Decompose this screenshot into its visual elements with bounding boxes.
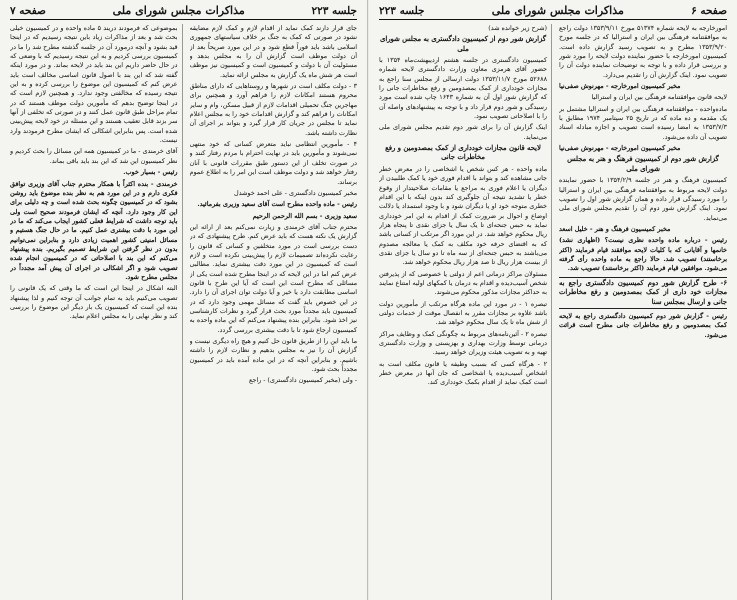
paragraph: ماده واحده - هر کس شخص یا اشخاصی را در معرض خطر جانی مشاهده کند و بتواند با اقدام فوری خود یا کمک طلبیدن از دیگران یا اعلام فوری به مراجع یا مقامات صلاحیتدار از وقوع خطر یا تشدید نتیجه آن جلوگیری کند بدون اینکه با این اقدام خطری متوجه خود او یا دیگران شود و با وجود استمداد یا دلالت اوضاع و احوال بر ضرورت کمک از اقدام به این امر خودداری نماید به حبس جنحه‌ای تا یک سال یا جزای نقدی تا پنجاه هزار ریال محکوم خواهد شد. در این مورد اگر مرتکب از کسانی باشد که به اقتضای حرفه خود مکلف به کمک یا معالجه مصدوم می‌باشند به حبس جنحه‌ای از سه ماه تا دو سال یا جزای نقدی از بیست هزار ریال تا صد هزار ریال محکوم خواهد شد. [379,164,547,267]
signature-line: مخبر کمیسیون امورخارجه - مهرنوش صفی‌نیا [559,144,681,153]
paragraph: ماده‌واحده - موافقتنامه فرهنگی بین ایران و استرالیا مشتمل بر یک مقدمه و ده ماده که در تاریخ ۲۵ سپتامبر ۱۹۷۴ مطابق با ۱۳۵۳/۷/۳ به امضا رسیده است تصویب و اجازه مبادله اسناد تصویب آن داده می‌شود. [559,104,727,141]
paragraph: امورخارجه به لایحه شماره ۵۱۳۷۴ مورخ ۱۳۵۳/۹/۱۱ دولت راجع به موافقتنامه فرهنگی بین ایران و استرالیا که در جلسه مورخ ۱۳۵۳/۹/۲۰ مطرح و به تصویب رسید گزارش داده است. کمیسیون امورخارجه با حضور نماینده دولت لایحه را مورد شور و بررسی قرار داده و با توجه به توضیحات نماینده دولت آن را تصویب نمود. اینک گزارش آن را تقدیم می‌دارد. [559,24,727,79]
paragraph: آقای خرمندی - ما در کمیسیون همه این مسائل را بحث کردیم و نظر کمیسیون این شد که این بند باید باقی بماند. [10,147,178,165]
paragraph: ۴ - مأمورین انتظامی نباید متعرض کسانی که خود منتهی نمی‌شوند و مأمورین باید در نهایت احترام با مردم رفتار کنند و در صورت تخلف از این دستور طبق مقررات قانونی با آنان رفتار خواهد شد و دولت موظف است این امر را به اطلاع عموم برساند. [189,140,357,186]
speaker-statement: رئیس - ماده واحده مطرح است آقای سعید وزیری بفرمائید. [197,200,357,209]
section-heading: گزارش شور دوم از کمیسیون دادگستری به مجلس شورای ملی [380,35,546,53]
speaker-statement: سعید وزیری - بسم الله الرحمن الرحیم [252,211,357,220]
left-page-number: صفحه ۷ [10,4,46,17]
left-running-title: مذاکرات مجلس شورای ملی [112,4,245,17]
paragraph: ما باید این را از طریق قانون حل کنیم و هیچ راه دیگری نیست و گزارش آن را نیز به مجلس بدهیم و نظارت لازم را داشته باشیم. و بنابراین آنچه که در این ماده آمده باید در کمیسیون مجدداً بحث شود. [189,337,357,374]
paragraph: لایحه قانون موافقتنامه فرهنگی بین ایران و استرالیا [591,93,727,102]
right-columns [379,24,727,600]
paragraph: مخبر کمیسیون دادگستری - علی احمد خوشدل [234,188,357,197]
right-page-right-column [559,24,727,600]
signature-line: مخبر کمیسیون فرهنگ و هنر - خلیل اسعد [559,224,671,233]
paragraph: بموضوعی که فرمودند دریند ۵ ماده واحده و در کمیسیون خیلی بحث شد و بعد از مذاکرات زیاد باین نتیجه رسیدیم که در اینجا قید بشود و آنچه درمورد آن در جلسه گذشته مطرح شد را ما در کمیسیون بررسی کردیم و به این نتیجه رسیدیم که با وضعی که در حال حاضر داریم این بند باید در لایحه بماند. و در مورد اینکه گفته شد که این بند با اصول قانون اساسی مخالف است باید عرض کنم که کمیسیون این موضوع را بررسی کرده و به این نتیجه رسیده که مخالفتی وجود ندارد. و همچنین لازم است که در اینجا توضیح بدهم که مأمورین دولت موظف هستند که در تمام مراحل طبق قانون عمل کنند و در صورتی که تخلفی از آنها سر بزند قابل تعقیب هستند و این مسئله در خود لایحه پیش‌بینی شده است. پس بنابراین اشکالی که ایشان مطرح فرمودند وارد نیست. [10,24,178,145]
left-page [0,0,368,600]
paragraph: مسئولان مراکز درمانی اعم از دولتی یا خصوصی که از پذیرفتن شخص آسیب‌دیده و اقدام به درمان یا کمکهای اولیه امتناع نمایند به حداکثر مجازات مذکور محکوم می‌شوند. [379,269,547,297]
paragraph: - ولی (مخبر کمیسیون دادگستری) - راجع [248,376,357,385]
left-running-head [10,2,357,20]
paragraph: تبصره ۱ - در مورد این ماده هرگاه مرتکب از مأمورین دولت باشد علاوه بر مجازات مقرر به انفصال موقت از خدمات دولتی از شش ماه تا یک سال محکوم خواهد شد. [379,299,548,327]
right-page-number: صفحه ۶ [691,4,727,17]
right-running-head [379,2,727,20]
signature-line: مخبر کمیسیون امورخارجه - مهرنوش صفی‌نیا [559,82,681,91]
paragraph: جای قرار دارند کمک نماید از اقدام لازم و کمک لازم مضایقه نشود در صورتی که کمک به جنگ بر خلاف سیاستهای جمهوری اسلامی باشد باید فوراً قطع شود و در این مورد صریحاً بعد از آن دولت موظف است گزارش آن را به مجلس بدهد و مسئولیت آن با دولت و کمیسیون است و کمیسیون نیز موظف است هر شش ماه یک گزارش به مجلس ارائه نماید. [189,24,357,79]
paragraph: محترم جناب آقای خرمندی و زیارت نمی‌کنم بعد از ارائه این گزارش یک نکته هست که باید عرض کنم. طرح پیشنهادی که در دست بررسی است در مورد متخلفین و کسانی که قانون را رعایت نکرده‌اند تصمیمات لازم را پیش‌بینی نکرده است و لازم است که کمیسیون در این مورد دقت بیشتری نماید. مطالبی عرض کنم اما در این لایحه که در اینجا مطرح شده است یکی از مسائلی که مطرح است این است که آیا این طرح با قانون اساسی مطابقت دارد یا خیر و آیا دولت توان اجرای آن را دارد. در این خصوص باید گفت که مسائل مهمی وجود دارد که در کمیسیون باید مجدداً مورد بحث قرار گیرد و نظرات کارشناسی نیز اخذ شود. بنابراین بنده پیشنهاد می‌کنم که این ماده واحده به کمیسیون ارجاع شود تا با دقت بیشتری بررسی گردد. [189,222,357,334]
left-page-right-column [190,24,358,600]
paragraph: کمیسیون فرهنگ و هنر در جلسه ۱۳۵۴/۲/۹ با حضور نماینده دولت لایحه مربوط به موافقتنامه فرهنگی بین ایران و استرالیا را مورد رسیدگی قرار داده و همان گزارش شور اول را تصویب نمود. اینک گزارش شور دوم آن را تقدیم مجلس شورای ملی می‌نماید. [559,176,727,222]
right-page [369,0,737,600]
speaker-statement: رئیس - گزارش شور دوم کمیسیون دادگستری راجع به لایحه کمک بمصدومین و رفع مخاطرات جانی مطرح است قرائت می‌شود. [559,312,727,339]
speaker-statement: رئیس - بسیار خوب. [123,168,178,177]
right-session-label: جلسه ۲۲۳ [379,4,425,17]
paragraph: البته اشکال در اینجا این است که ما وقتی که یک قانونی را تصویب می‌کنیم باید به تمام جوانب آن توجه کنیم و لذا پیشنهاد بنده این است که کمیسیون یک بار دیگر این موضوع را بررسی کند و نظر نهایی را به مجلس اعلام نماید. [10,284,178,321]
paragraph: ۳ - دولت مکلف است در شهرها و روستاهایی که دارای مناطق محروم هستند امکانات لازم را فراهم آورد و همچنین برای مهاجرین جنگ تحمیلی اقدامات لازم از قبیل مسکن، وام و سایر امکانات را فراهم کند و گزارش اقدامات خود را به مجلس اعلام نماید تا مجلس در جریان کار قرار گیرد و بتواند بر اجرای آن نظارت داشته باشد. [189,82,357,137]
section-heading: گزارش شور دوم از کمیسیون فرهنگ و هنر به مجلس شورای ملی [567,155,719,173]
agenda-item-heading: ۶- طرح گزارش شور دوم کمیسیون دادگستری راجع به مجازات خود داری از کمک بمصدومین و رفع مخاطرات جانی و ارسال بمجلس سنا [559,277,727,310]
speaker-statement: خرمندی - بنده اکثراً با همکار محترم جناب آقای وزیری توافق فکری دارم و در این مورد هم به نظر بنده موضوع باید روشن بشود که در کمیسیون چگونه بحث شده است و چه دلیلی برای این کار وجود دارد. آنچه که ایشان فرمودند صحیح است ولی باید توجه داشت که شرایط فعلی کشور ایجاب می‌کند که ما در این مورد با دقت بیشتری عمل کنیم. ما در حال جنگ هستیم و مسائل امنیتی کشور اهمیت زیادی دارد و بنابراین نمی‌توانیم بدون در نظر گرفتن این شرایط تصمیم بگیریم. بنده پیشنهاد می‌کنم که این بند با اصلاحاتی که در کمیسیون انجام شده تصویب شود و اگر اشکالی در اجرای آن پیش آمد مجدداً در مجلس مطرح شود. [10,179,178,281]
left-session-label: جلسه ۲۲۳ [311,4,357,17]
speaker-statement: رئیس - درباره ماده واحده نظری نیست؟ (اظهاری نشد) خانمها و آقایانی که با کلیات لایحه موافقند قیام فرمایند (اکثر برخاستند) تصویب شد. حالا راجع به ماده واحده رأی گرفته می‌شود. موافقین قیام فرمایند (اکثر برخاستند) تصویب شد. [559,236,727,273]
paragraph: (شرح زیر خوانده شد) [488,24,547,32]
paragraph: کمیسیون دادگستری در جلسه هشتم اردیبهشت‌ماه ۱۳۵۴ با حضور آقای هرمزی معاون وزارت دادگستری لایحه شماره ۵۲۶۸۸ مورخ ۱۳۵۳/۱۱/۷ دولت ارسالی از مجلس سنا راجع به مجازات خودداری از کمک بمصدومین و رفع مخاطرات جانی را که گزارش شور اول آن به شماره ۱۶۴۳ چاپ شده است مورد رسیدگی و شور دوم قرار داد و با توجه به پیشنهادهای واصله آن را با اصلاحاتی تصویب نمود. [379,56,548,121]
right-running-title: مذاکرات مجلس شورای ملی [491,4,624,17]
paragraph: ۲ - هرگاه کسی که بسبب وظیفه یا قانون مکلف است به اشخاص آسیب‌دیده یا اشخاصی که جان آنها در معرض خطر است کمک نماید از اقدام بکمک خودداری کند. [379,359,547,387]
left-columns [10,24,357,600]
section-heading: لایحه قانون مجازات خودداری از کمک بمصدومین و رفع مخاطرات جانی [385,144,541,162]
paragraph: اینک گزارش آن را برای شور دوم تقدیم مجلس شورای ملی می‌نماید. [379,123,547,141]
paragraph: تبصره ۲ - آئین‌نامه‌های مربوط به چگونگی کمک و وظایف مراکز درمانی توسط وزارت بهداری و بهزیستی و وزارت دادگستری تهیه و به تصویب هیئت وزیران خواهد رسید. [379,329,548,357]
left-page-left-column [10,24,183,600]
right-page-left-column [379,24,552,600]
